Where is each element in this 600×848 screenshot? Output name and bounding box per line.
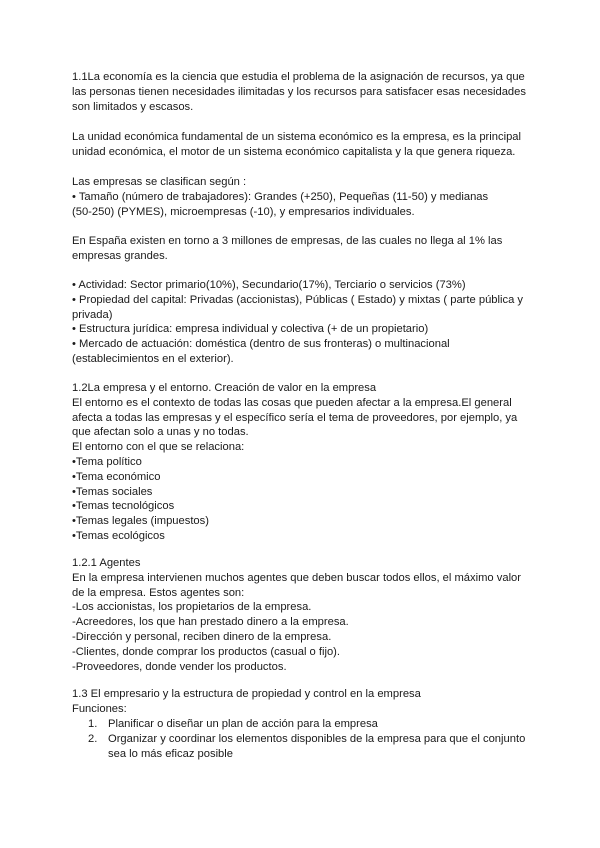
- section-entorno: [72, 381, 532, 544]
- list-item: [72, 732, 532, 762]
- text-line: En España existen en torno a 3 millones de empresas, de las cuales no llega al 1% las: [72, 235, 503, 247]
- text-line: En la empresa intervienen muchos agentes que deben buscar todos ellos, el máximo valor: [72, 571, 521, 584]
- text-line: unidad económica, el motor de un sistema económico capitalista y la que genera riqueza.: [72, 145, 516, 158]
- text-line: El entorno con el que se relaciona:: [72, 441, 245, 454]
- text-line: sea lo más eficaz posible: [108, 747, 233, 760]
- text-line: • Estructura jurídica: empresa individual y colectiva (+ de un propietario): [72, 323, 429, 336]
- list-item: •Tema económico: [72, 470, 161, 483]
- text-line: afecta a todas las empresas y el específico sería el tema de proveedores, por ejemplo, ya: [72, 411, 518, 424]
- list-item: •Tema político: [72, 455, 142, 468]
- list-item: -Proveedores, donde vender los productos.: [72, 660, 287, 673]
- paragraph-criterios: [72, 278, 532, 367]
- text-line: (establecimientos en el exterior).: [72, 352, 234, 365]
- list-item: -Dirección y personal, reciben dinero de la empresa.: [72, 630, 332, 643]
- list-item: -Acreedores, los que han prestado dinero a la empresa.: [72, 616, 349, 629]
- text-line: El entorno es el contexto de todas las cosas que pueden afectar a la empresa.El general: [72, 396, 512, 409]
- text-line: • Mercado de actuación: doméstica (dentro de sus fronteras) o multinacional: [72, 338, 450, 351]
- paragraph-economia: [72, 70, 532, 114]
- list-item: •Temas legales (impuestos): [72, 515, 209, 528]
- list-item: [72, 717, 532, 732]
- text-line: (50-250) (PYMES), microempresas (-10), y empresarios individuales.: [72, 205, 415, 218]
- paragraph-unidad-economica: [72, 130, 532, 160]
- list-item: •Temas tecnológicos: [72, 500, 175, 513]
- text-line: • Propiedad del capital: Privadas (accionistas), Públicas ( Estado) y mixtas ( parte pública y: [72, 293, 523, 306]
- text-line: La unidad económica fundamental de un sistema económico es la empresa, es la principal: [72, 131, 522, 143]
- functions-list: [72, 717, 532, 761]
- list-number: 1.: [88, 718, 98, 730]
- list-number: 2.: [88, 732, 98, 745]
- list-item: •Temas ecológicos: [72, 529, 165, 542]
- text-line: Funciones:: [72, 702, 127, 715]
- text-line: • Tamaño (número de trabajadores): Grandes (+250), Pequeñas (11-50) y medianas: [72, 190, 489, 203]
- section-heading: 1.2.1 Agentes: [72, 557, 141, 569]
- text-line: Las empresas se clasifican según :: [72, 176, 247, 188]
- list-item: -Los accionistas, los propietarios de la empresa.: [72, 601, 312, 614]
- section-heading: 1.2La empresa y el entorno. Creación de valor en la empresa: [72, 382, 377, 394]
- section-agentes: [72, 556, 532, 674]
- text-line: empresas grandes.: [72, 249, 168, 262]
- text-line: que afectan solo a unas y no todas.: [72, 426, 249, 439]
- list-item: •Temas sociales: [72, 485, 153, 498]
- text-line: son limitados y escasos.: [72, 100, 194, 113]
- section-heading: 1.3 El empresario y la estructura de propiedad y control en la empresa: [72, 688, 421, 700]
- text-line: de la empresa. Estos agentes son:: [72, 586, 245, 599]
- text-line: Planificar o diseñar un plan de acción para la empresa: [108, 718, 378, 730]
- text-line: privada): [72, 308, 113, 321]
- list-item: -Clientes, donde comprar los productos (casual o fijo).: [72, 645, 341, 658]
- paragraph-clasificacion: [72, 175, 532, 219]
- paragraph-espana: [72, 234, 532, 264]
- text-line: Organizar y coordinar los elementos disponibles de la empresa para que el conjunto: [108, 732, 526, 745]
- text-line: las personas tienen necesidades ilimitadas y los recursos para satisfacer esas necesidades: [72, 85, 526, 98]
- text-line: 1.1La economía es la ciencia que estudia el problema de la asignación de recursos, ya que: [72, 71, 525, 83]
- text-line: • Actividad: Sector primario(10%), Secundario(17%), Terciario o servicios (73%): [72, 279, 466, 291]
- section-empresario: [72, 687, 532, 717]
